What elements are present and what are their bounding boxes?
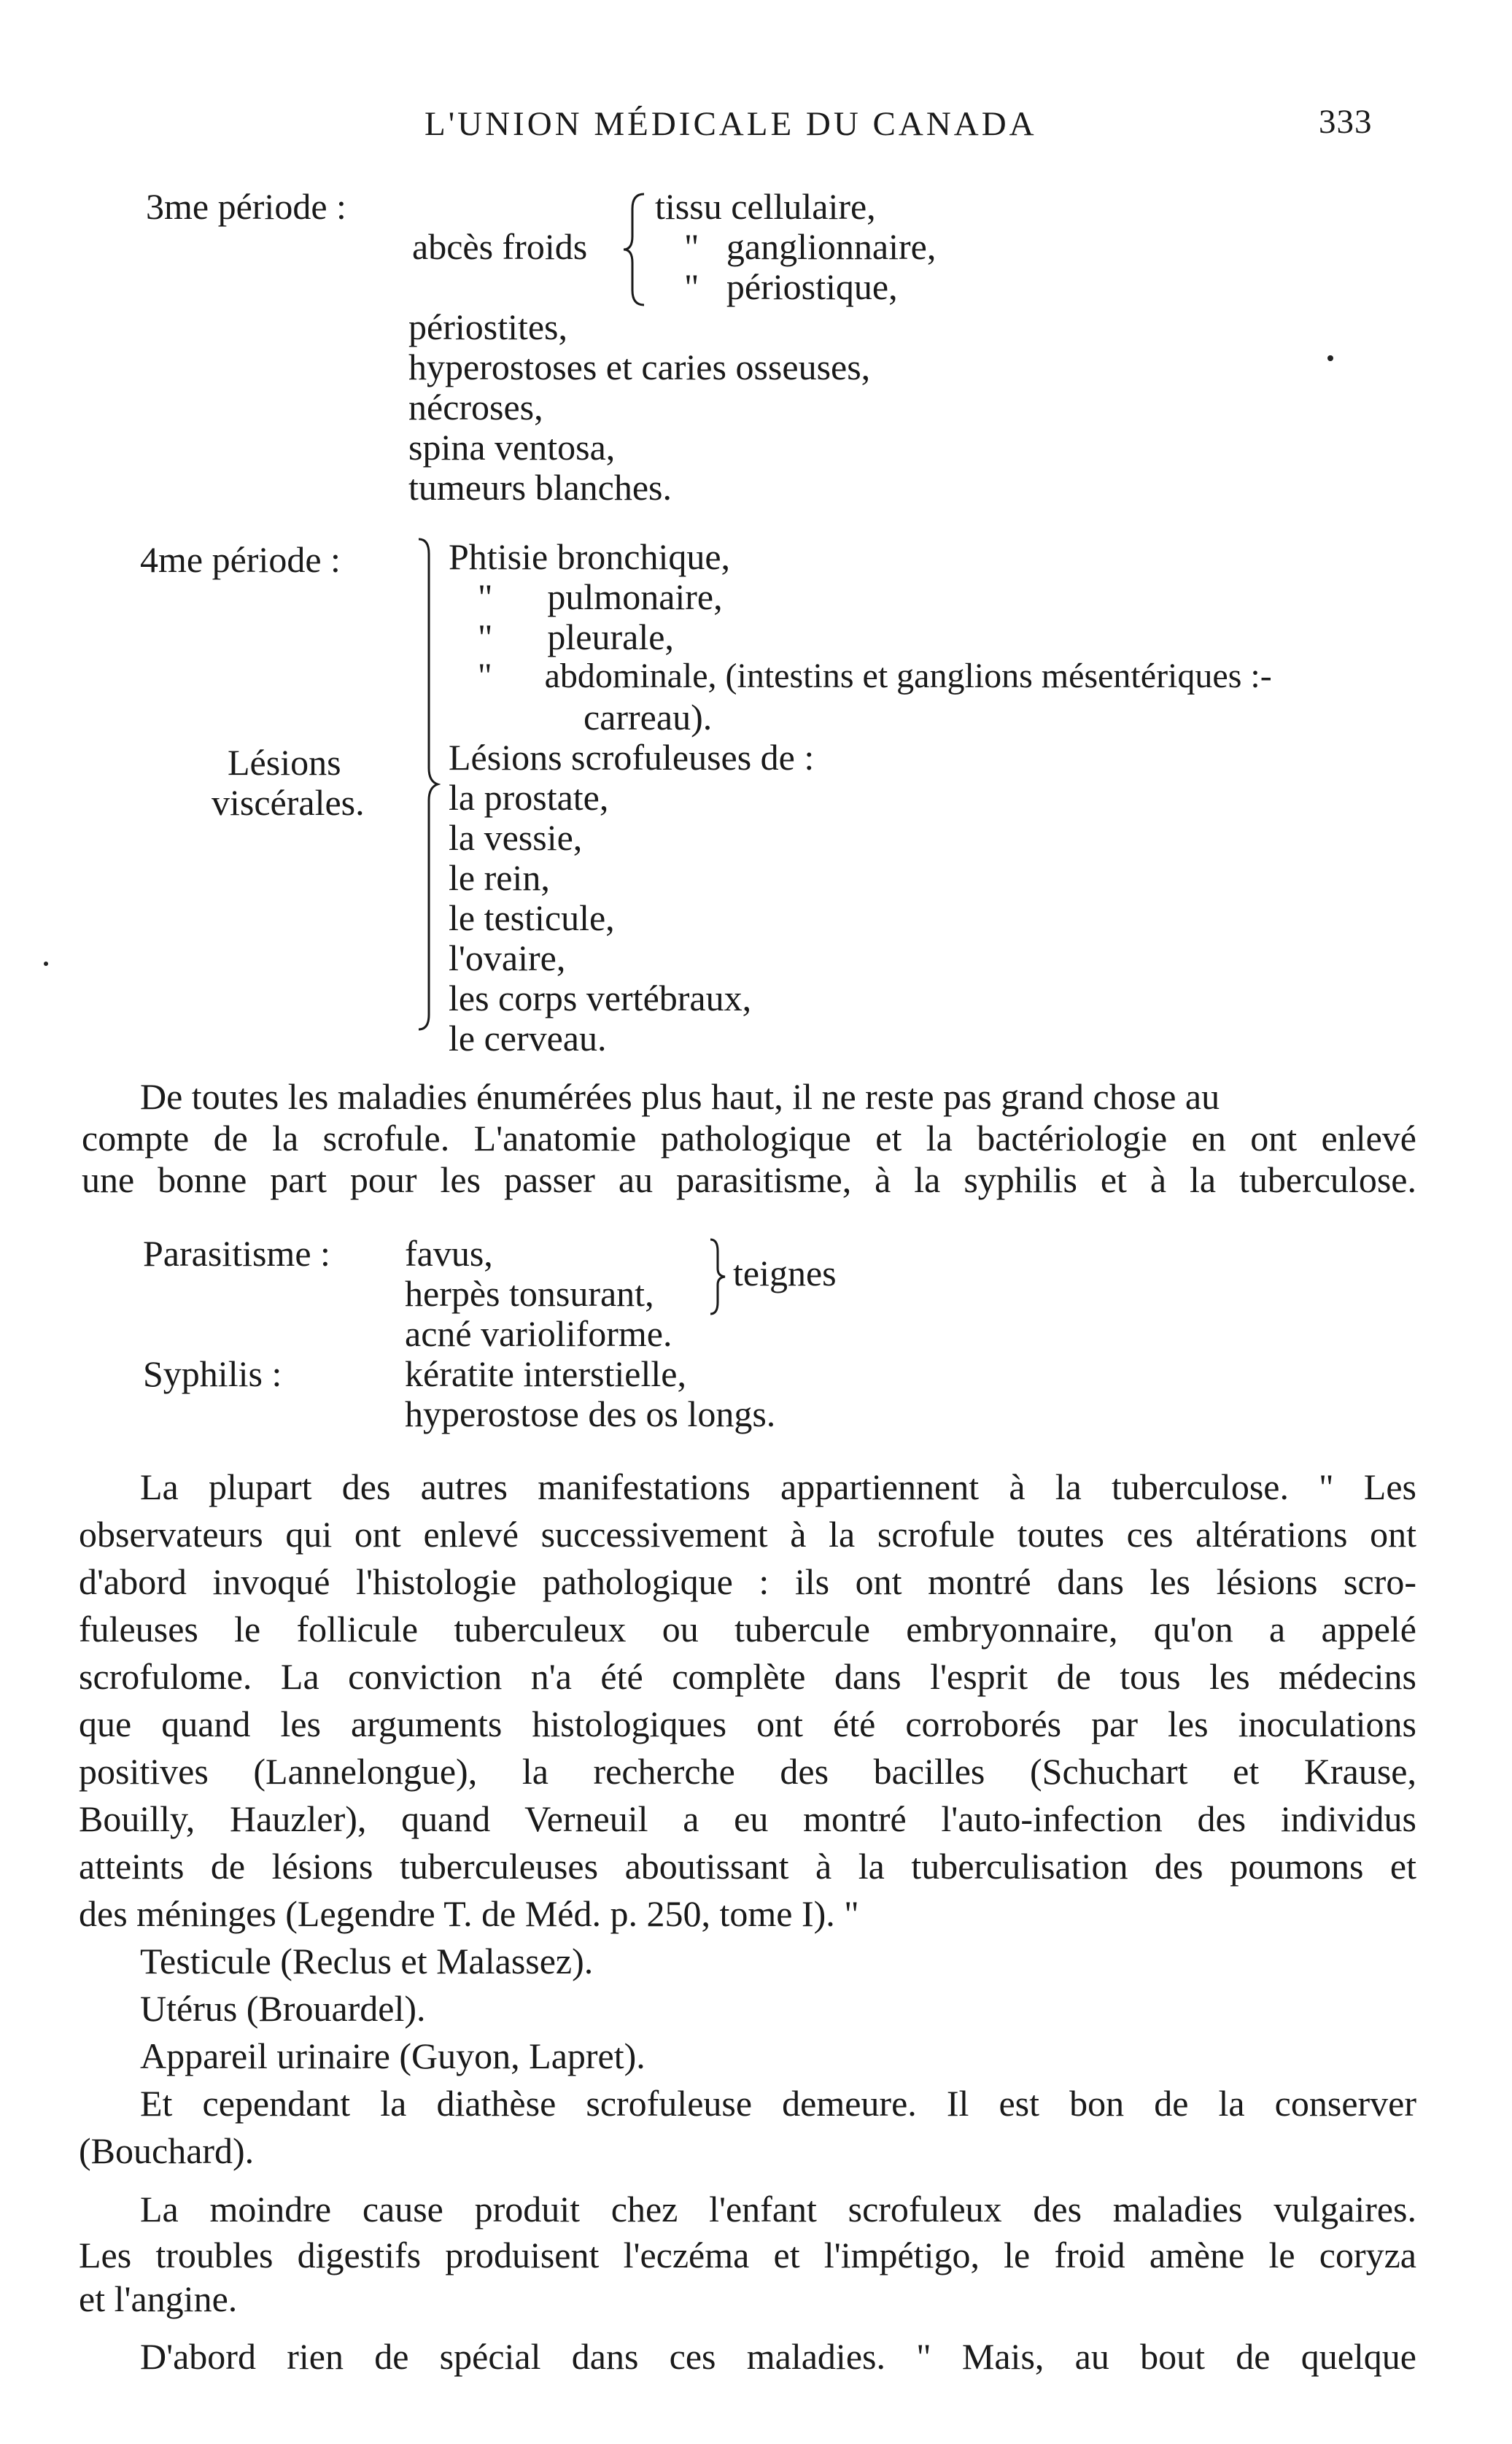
paragraph-line: scrofulome. La conviction n'a été complète dans l'esprit de tous les médecins <box>79 1656 1416 1697</box>
abces-item: tissu cellulaire, <box>655 186 876 227</box>
list-item: la prostate, <box>449 777 609 818</box>
period-3-label: 3me période : <box>146 186 346 227</box>
syphilis-label: Syphilis : <box>143 1353 282 1394</box>
side-label-viscerales: viscérales. <box>212 782 365 823</box>
right-brace-teignes <box>707 1237 729 1317</box>
reference-line: Testicule (Reclus et Malassez). <box>140 1941 594 1981</box>
list-item: les corps vertébraux, <box>449 978 752 1018</box>
paragraph-line: D'abord rien de spécial dans ces maladies. " Mais, au bout de quelque <box>140 2336 1416 2377</box>
left-brace-abces <box>622 191 651 308</box>
abces-item: " ganglionnaire, <box>684 226 937 267</box>
list-item: Lésions scrofuleuses de : <box>449 737 815 778</box>
paragraph-line: positives (Lannelongue), la recherche des bacilles (Schuchart et Krause, <box>79 1751 1416 1792</box>
abces-froids-label: abcès froids <box>412 226 588 267</box>
print-speck <box>44 962 48 966</box>
paragraph-line: Et cependant la diathèse scrofuleuse demeure. Il est bon de la conserver <box>140 2083 1416 2124</box>
list-item: périostites, <box>408 306 568 347</box>
list-item: le rein, <box>449 857 550 898</box>
paragraph-line: fuleuses le follicule tuberculeux ou tubercule embryonnaire, qu'on a appelé <box>79 1609 1416 1650</box>
list-item: spina ventosa, <box>408 427 616 468</box>
teignes-label: teignes <box>733 1253 837 1293</box>
paragraph-line: De toutes les maladies énumérées plus haut, il ne reste pas grand chose au <box>140 1076 1220 1117</box>
right-brace-lesions <box>416 536 441 1032</box>
list-item: favus, <box>405 1233 493 1274</box>
paragraph-line: Les troubles digestifs produisent l'eczéma et l'impétigo, le froid amène le coryza <box>79 2235 1416 2275</box>
side-label-lesions: Lésions <box>228 742 341 783</box>
list-item: tumeurs blanches. <box>408 467 672 508</box>
paragraph-line: (Bouchard). <box>79 2130 255 2171</box>
paragraph-line: que quand les arguments histologiques ont été corroborés par les inoculations <box>79 1704 1416 1744</box>
list-item: nécroses, <box>408 387 543 428</box>
list-item: le testicule, <box>449 897 615 938</box>
list-item: hyperostoses et caries osseuses, <box>408 347 871 387</box>
list-item: l'ovaire, <box>449 937 566 978</box>
paragraph-line: Bouilly, Hauzler), quand Verneuil a eu montré l'auto-infection des individus <box>79 1798 1416 1839</box>
list-item: herpès tonsurant, <box>405 1273 654 1314</box>
list-item: hyperostose des os longs. <box>405 1393 776 1434</box>
list-item: le cerveau. <box>449 1018 607 1059</box>
running-head: L'UNION MÉDICALE DU CANADA <box>424 105 1037 143</box>
list-item: " abdominale, (intestins et ganglions mésentériques :- <box>478 657 1272 695</box>
list-item: la vessie, <box>449 817 583 858</box>
paragraph-line: compte de la scrofule. L'anatomie pathologique et la bactériologie en ont enlevé <box>82 1118 1416 1159</box>
reference-line: Appareil urinaire (Guyon, Lapret). <box>140 2035 645 2076</box>
page-number: 333 <box>1319 103 1373 141</box>
print-speck <box>1327 355 1333 361</box>
list-item: kératite interstielle, <box>405 1353 686 1394</box>
list-item: Phtisie bronchique, <box>449 536 731 577</box>
list-item: acné varioliforme. <box>405 1313 672 1354</box>
paragraph-line: d'abord invoqué l'histologie pathologique : ils ont montré dans les lésions scro- <box>79 1561 1416 1602</box>
paragraph-line: des méninges (Legendre T. de Méd. p. 250, tome I). " <box>79 1893 859 1934</box>
abces-item: " périostique, <box>684 266 898 307</box>
reference-line: Utérus (Brouardel). <box>140 1988 426 2029</box>
list-item: " pulmonaire, <box>478 576 723 617</box>
paragraph-line: La moindre cause produit chez l'enfant scrofuleux des maladies vulgaires. <box>140 2189 1416 2230</box>
list-item: carreau). <box>584 697 713 738</box>
period-4-label: 4me période : <box>140 539 341 580</box>
paragraph-line: et l'angine. <box>79 2278 238 2319</box>
paragraph-line: La plupart des autres manifestations appartiennent à la tuberculose. " Les <box>140 1466 1416 1507</box>
paragraph-line: atteints de lésions tuberculeuses aboutissant à la tuberculisation des poumons et <box>79 1846 1416 1887</box>
paragraph-line: observateurs qui ont enlevé successivement à la scrofule toutes ces altérations ont <box>79 1514 1416 1555</box>
paragraph-line: une bonne part pour les passer au parasitisme, à la syphilis et à la tuberculose. <box>82 1159 1416 1200</box>
parasitisme-label: Parasitisme : <box>143 1233 330 1274</box>
list-item: " pleurale, <box>478 616 674 657</box>
